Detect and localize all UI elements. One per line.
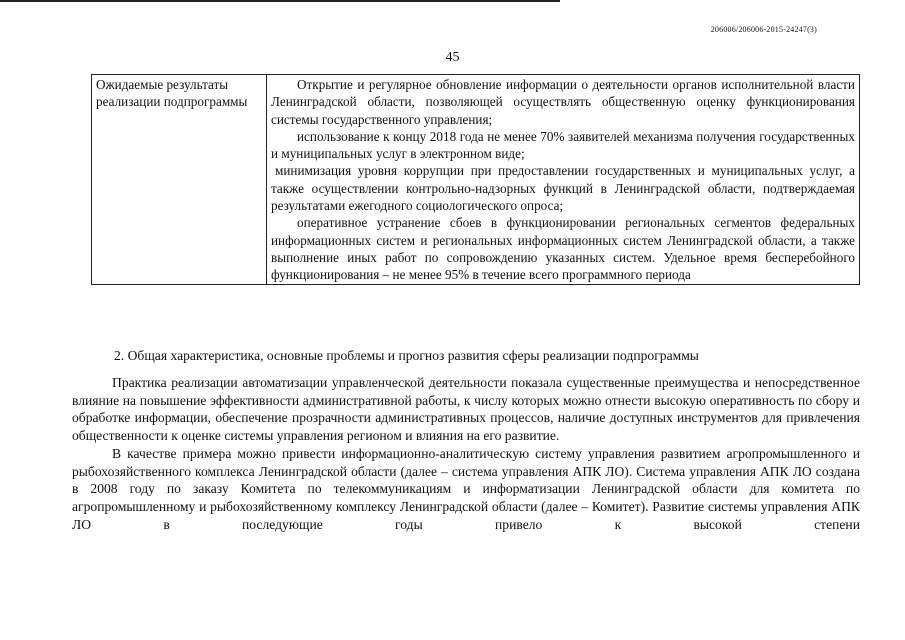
result-item: оперативное устранение сбоев в функционировании региональных сегментов федеральных информационных систем и региональных информационных систем Ленинградской области, а также выполнение иных работ по сопровождению указанных систем. Удельное время бесперебойного функционирования – не менее 95% в течение всего программного периода	[271, 215, 855, 283]
body-paragraph: В качестве примера можно привести информационно-аналитическую систему управления развитием агропромышленного и рыбохозяйственного комплекса Ленинградской области (далее – система управления АПК ЛО). Система управления АПК ЛО создана в 2008 году по заказу Комитета по телекоммуникациям и информатизации Ленинградской области для комитета по агропромышленному и рыбохозяйственному комплексу Ленинградской области (далее – Комитет). Развитие системы управления АПК ЛО в последующие годы привело к высокой степени	[72, 445, 860, 532]
table-label-cell: Ожидаемые результаты реализации подпрограммы	[92, 75, 267, 285]
result-item: минимизация уровня коррупции при предоставлении государственных и муниципальных услуг, а также осуществлении контрольно-надзорных функций в Ленинградской области, подтверждаемая результатами ежегодного социологического опроса;	[271, 163, 855, 214]
document-id: 206006/206006-2015-24247(3)	[710, 25, 817, 34]
body-text	[72, 374, 860, 533]
table-text-cell	[267, 75, 860, 285]
page-number: 45	[445, 50, 460, 65]
top-border-line	[0, 0, 560, 2]
section-heading: 2. Общая характеристика, основные проблемы и прогноз развития сферы реализации подпрограммы	[114, 348, 699, 363]
table-row	[92, 75, 860, 285]
result-item: использование к концу 2018 года не менее 70% заявителей механизма получения государственных и муниципальных услуг в электронном виде;	[271, 128, 855, 162]
body-paragraph: Практика реализации автоматизации управленческой деятельности показала существенные преимущества и непосредственное влияние на повышение эффективности административной работы, к числу которых можно отнести высокую оперативность по сбору и обработке информации, обеспечение прозрачности административных процессов, наличие доступных инструментов для привлечения общественности к оценке системы управления регионом и влияния на его развитие.	[72, 375, 860, 444]
expected-results-table	[91, 74, 860, 285]
result-item: Открытие и регулярное обновление информации о деятельности органов исполнительной власти Ленинградской области, позволяющей осуществлять общественную оценку функционирования системы государственного управления;	[271, 77, 855, 127]
